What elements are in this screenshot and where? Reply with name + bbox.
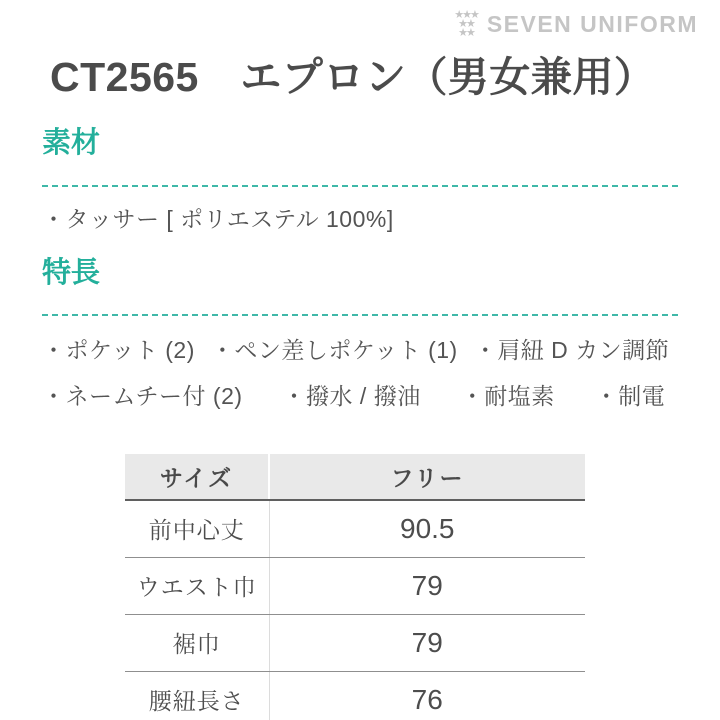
size-label: 腰紐長さ [125,671,269,720]
star-row: ★★★ [454,8,478,21]
table-header-size: サイズ [125,454,269,500]
table-row [125,671,585,720]
feature-item: ・ペン差しポケット (1) [210,336,458,363]
size-value: 90.5 [269,500,585,558]
size-label: 裾巾 [125,614,269,671]
feature-item: ・ポケット (2) [42,336,195,363]
feature-item: ・制電 [594,382,666,409]
section-features [42,257,678,411]
features-line-1 [42,332,678,365]
table-row [125,614,585,671]
feature-item: ・肩紐 D カン調節 [473,336,670,363]
feature-item: ・ネームチー付 (2) [42,382,243,409]
page-title: CT2565 エプロン（男女兼用） [50,54,656,100]
size-value: 76 [269,671,585,720]
section-material [42,127,678,233]
table-header-row [125,454,585,500]
features-heading: 特長 [42,256,101,289]
features-line-2 [42,378,678,411]
size-table [125,454,585,720]
material-heading: 素材 [42,127,101,160]
size-label: ウエスト巾 [125,557,269,614]
star-row: ★★ [458,17,474,30]
size-value: 79 [269,614,585,671]
feature-item: ・撥水 / 撥油 [282,382,421,409]
table-row [125,500,585,558]
material-item: ・タッサー [ ポリエステル 100%] [42,205,394,232]
size-value: 79 [269,557,585,614]
dashed-divider [42,314,678,316]
table-row [125,557,585,614]
star-row: ★★ [458,26,474,39]
table-header-free: フリー [269,454,585,500]
seven-stars-icon [454,8,478,39]
feature-item: ・耐塩素 [460,382,555,409]
brand-logo [0,0,720,41]
brand-name: SEVEN UNIFORM [486,10,698,37]
size-label: 前中心丈 [125,500,269,558]
dashed-divider [42,185,678,187]
